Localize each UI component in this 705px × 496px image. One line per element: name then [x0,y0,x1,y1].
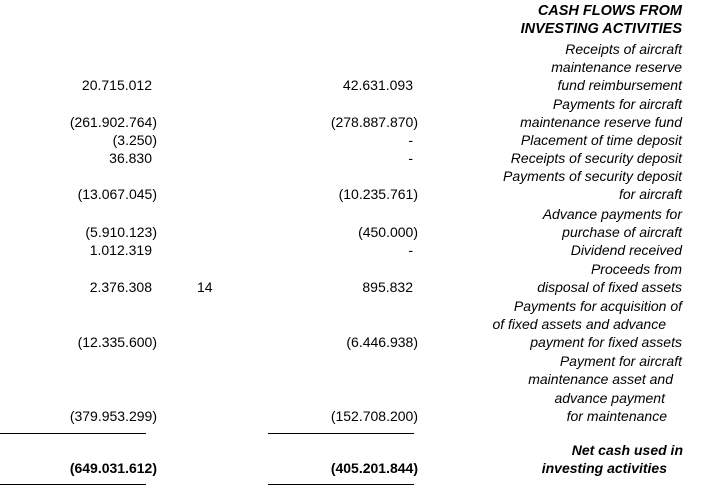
prior-year-value: 895.832 [362,279,413,295]
row-description-line: fund reimbursement [557,77,682,93]
row-description-line: purchase of aircraft [562,224,682,240]
row-description-line: Payments for aircraft [552,96,682,112]
total-current-year-value: (649.031.612) [69,460,157,476]
current-year-value: (3.250) [112,132,157,148]
prior-year-value: (450.000) [358,224,418,240]
row-description-line: maintenance asset and [528,371,673,387]
current-year-value: (261.902.764) [69,114,157,130]
current-year-value: 2.376.308 [89,279,152,295]
row-description-line: Proceeds from [590,261,682,277]
current-year-value: 20.715.012 [81,77,152,93]
section-heading-line-1: CASH FLOWS FROM [537,3,682,19]
current-year-value: (13.067.045) [77,186,157,202]
row-description-line: Dividend received [570,242,682,258]
prior-year-value: (6.446.938) [346,334,418,350]
total-rule-prior [268,484,414,485]
prior-year-value: - [408,150,413,166]
total-description-line: investing activities [541,460,667,476]
current-year-value: 36.830 [109,150,152,166]
prior-year-value: - [408,242,413,258]
prior-year-value: (152.708.200) [330,408,418,424]
row-description-line: advance payment [554,390,665,406]
note-reference: 14 [197,279,213,295]
row-description-line: for aircraft [618,186,682,202]
current-year-value: (12.335.600) [77,334,157,350]
subtotal-rule-current [0,433,146,434]
section-heading-line-2: INVESTING ACTIVITIES [520,21,682,37]
prior-year-value: (10.235.761) [338,186,418,202]
row-description-line: Placement of time deposit [520,132,682,148]
prior-year-value: - [408,132,413,148]
row-description-line: Receipts of aircraft [565,41,682,57]
current-year-value: (5.910.123) [85,224,157,240]
total-rule-current [0,484,146,485]
row-description-line: of fixed assets and advance [492,316,666,332]
current-year-value: 1.012.319 [89,242,152,258]
row-description-line: maintenance reserve fund [520,114,682,130]
subtotal-rule-prior [268,433,414,434]
current-year-value: (379.953.299) [69,408,157,424]
row-description-line: Advance payments for [542,206,682,222]
total-prior-year-value: (405.201.844) [330,460,418,476]
row-description-line: Receipts of security deposit [510,150,682,166]
row-description-line: Payment for aircraft [559,353,682,369]
row-description-line: disposal of fixed assets [537,279,682,295]
row-description-line: maintenance reserve [551,59,682,75]
row-description-line: for maintenance [566,408,667,424]
prior-year-value: 42.631.093 [342,77,413,93]
total-description-line: Net cash used in [571,442,683,458]
prior-year-value: (278.887.870) [330,114,418,130]
row-description-line: Payments for acquisition of [513,298,682,314]
row-description-line: payment for fixed assets [530,334,682,350]
row-description-line: Payments of security deposit [503,168,682,184]
